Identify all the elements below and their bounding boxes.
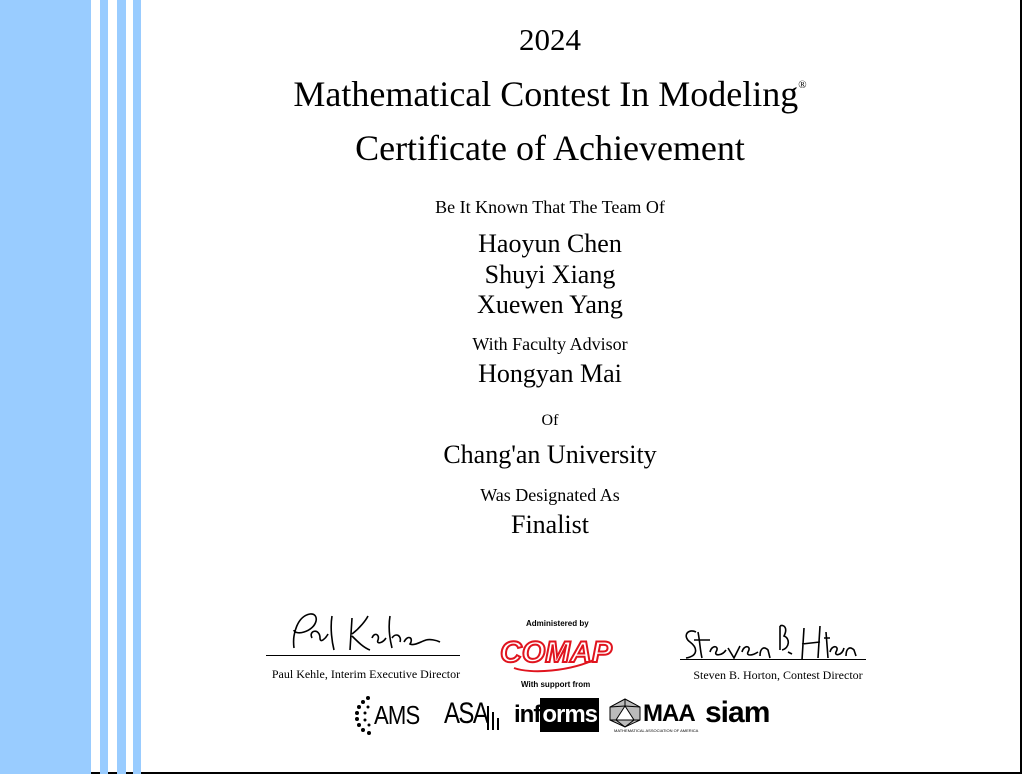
institution-name: Chang'an University	[443, 440, 657, 469]
designation: Finalist	[510, 510, 589, 539]
signature-paul-kehle	[280, 608, 450, 660]
informs-logo	[514, 698, 599, 732]
asa-logo: ASA	[444, 697, 488, 730]
maa-subtitle: MATHEMATICAL ASSOCIATION OF AMERICA	[614, 728, 699, 733]
ams-logo: AMS	[374, 700, 420, 730]
team-member: Xuewen Yang	[477, 290, 623, 319]
contest-title	[80, 73, 1020, 115]
administered-by-label: Administered by	[526, 619, 589, 628]
advisor-label: With Faculty Advisor	[472, 334, 628, 354]
comap-wordmark: COMAP	[500, 636, 612, 669]
signature-caption-left: Paul Kehle, Interim Executive Director	[271, 667, 461, 681]
maa-logo: MAA	[643, 700, 695, 727]
siam-logo: siam	[705, 696, 770, 729]
signature-line-right	[680, 659, 866, 660]
team-member: Haoyun Chen	[478, 229, 622, 258]
contest-name: Mathematical Contest In Modeling	[293, 74, 799, 114]
signature-line-left	[266, 655, 460, 656]
designation-label: Was Designated As	[480, 485, 620, 505]
maa-icosahedron-icon	[608, 698, 642, 728]
asa-bars-icon	[486, 704, 502, 730]
certificate-year: 2024	[519, 22, 581, 57]
informs-text-a: inf	[514, 701, 541, 728]
signature-caption-right: Steven B. Horton, Contest Director	[693, 668, 863, 682]
advisor-name: Hongyan Mai	[478, 359, 622, 388]
team-member: Shuyi Xiang	[484, 260, 616, 289]
certificate-subtitle: Certificate of Achievement	[355, 128, 745, 168]
of-label: Of	[541, 412, 559, 429]
stripe-wide	[0, 0, 91, 774]
comap-logo	[500, 628, 612, 676]
informs-text-b: orms	[540, 698, 599, 732]
intro-text: Be It Known That The Team Of	[435, 197, 665, 217]
certificate-body	[80, 0, 1020, 560]
ams-dots-icon	[354, 694, 376, 736]
signature-steven-horton	[680, 618, 868, 664]
support-from-label: With support from	[521, 680, 591, 689]
registered-mark: ®	[798, 79, 807, 91]
